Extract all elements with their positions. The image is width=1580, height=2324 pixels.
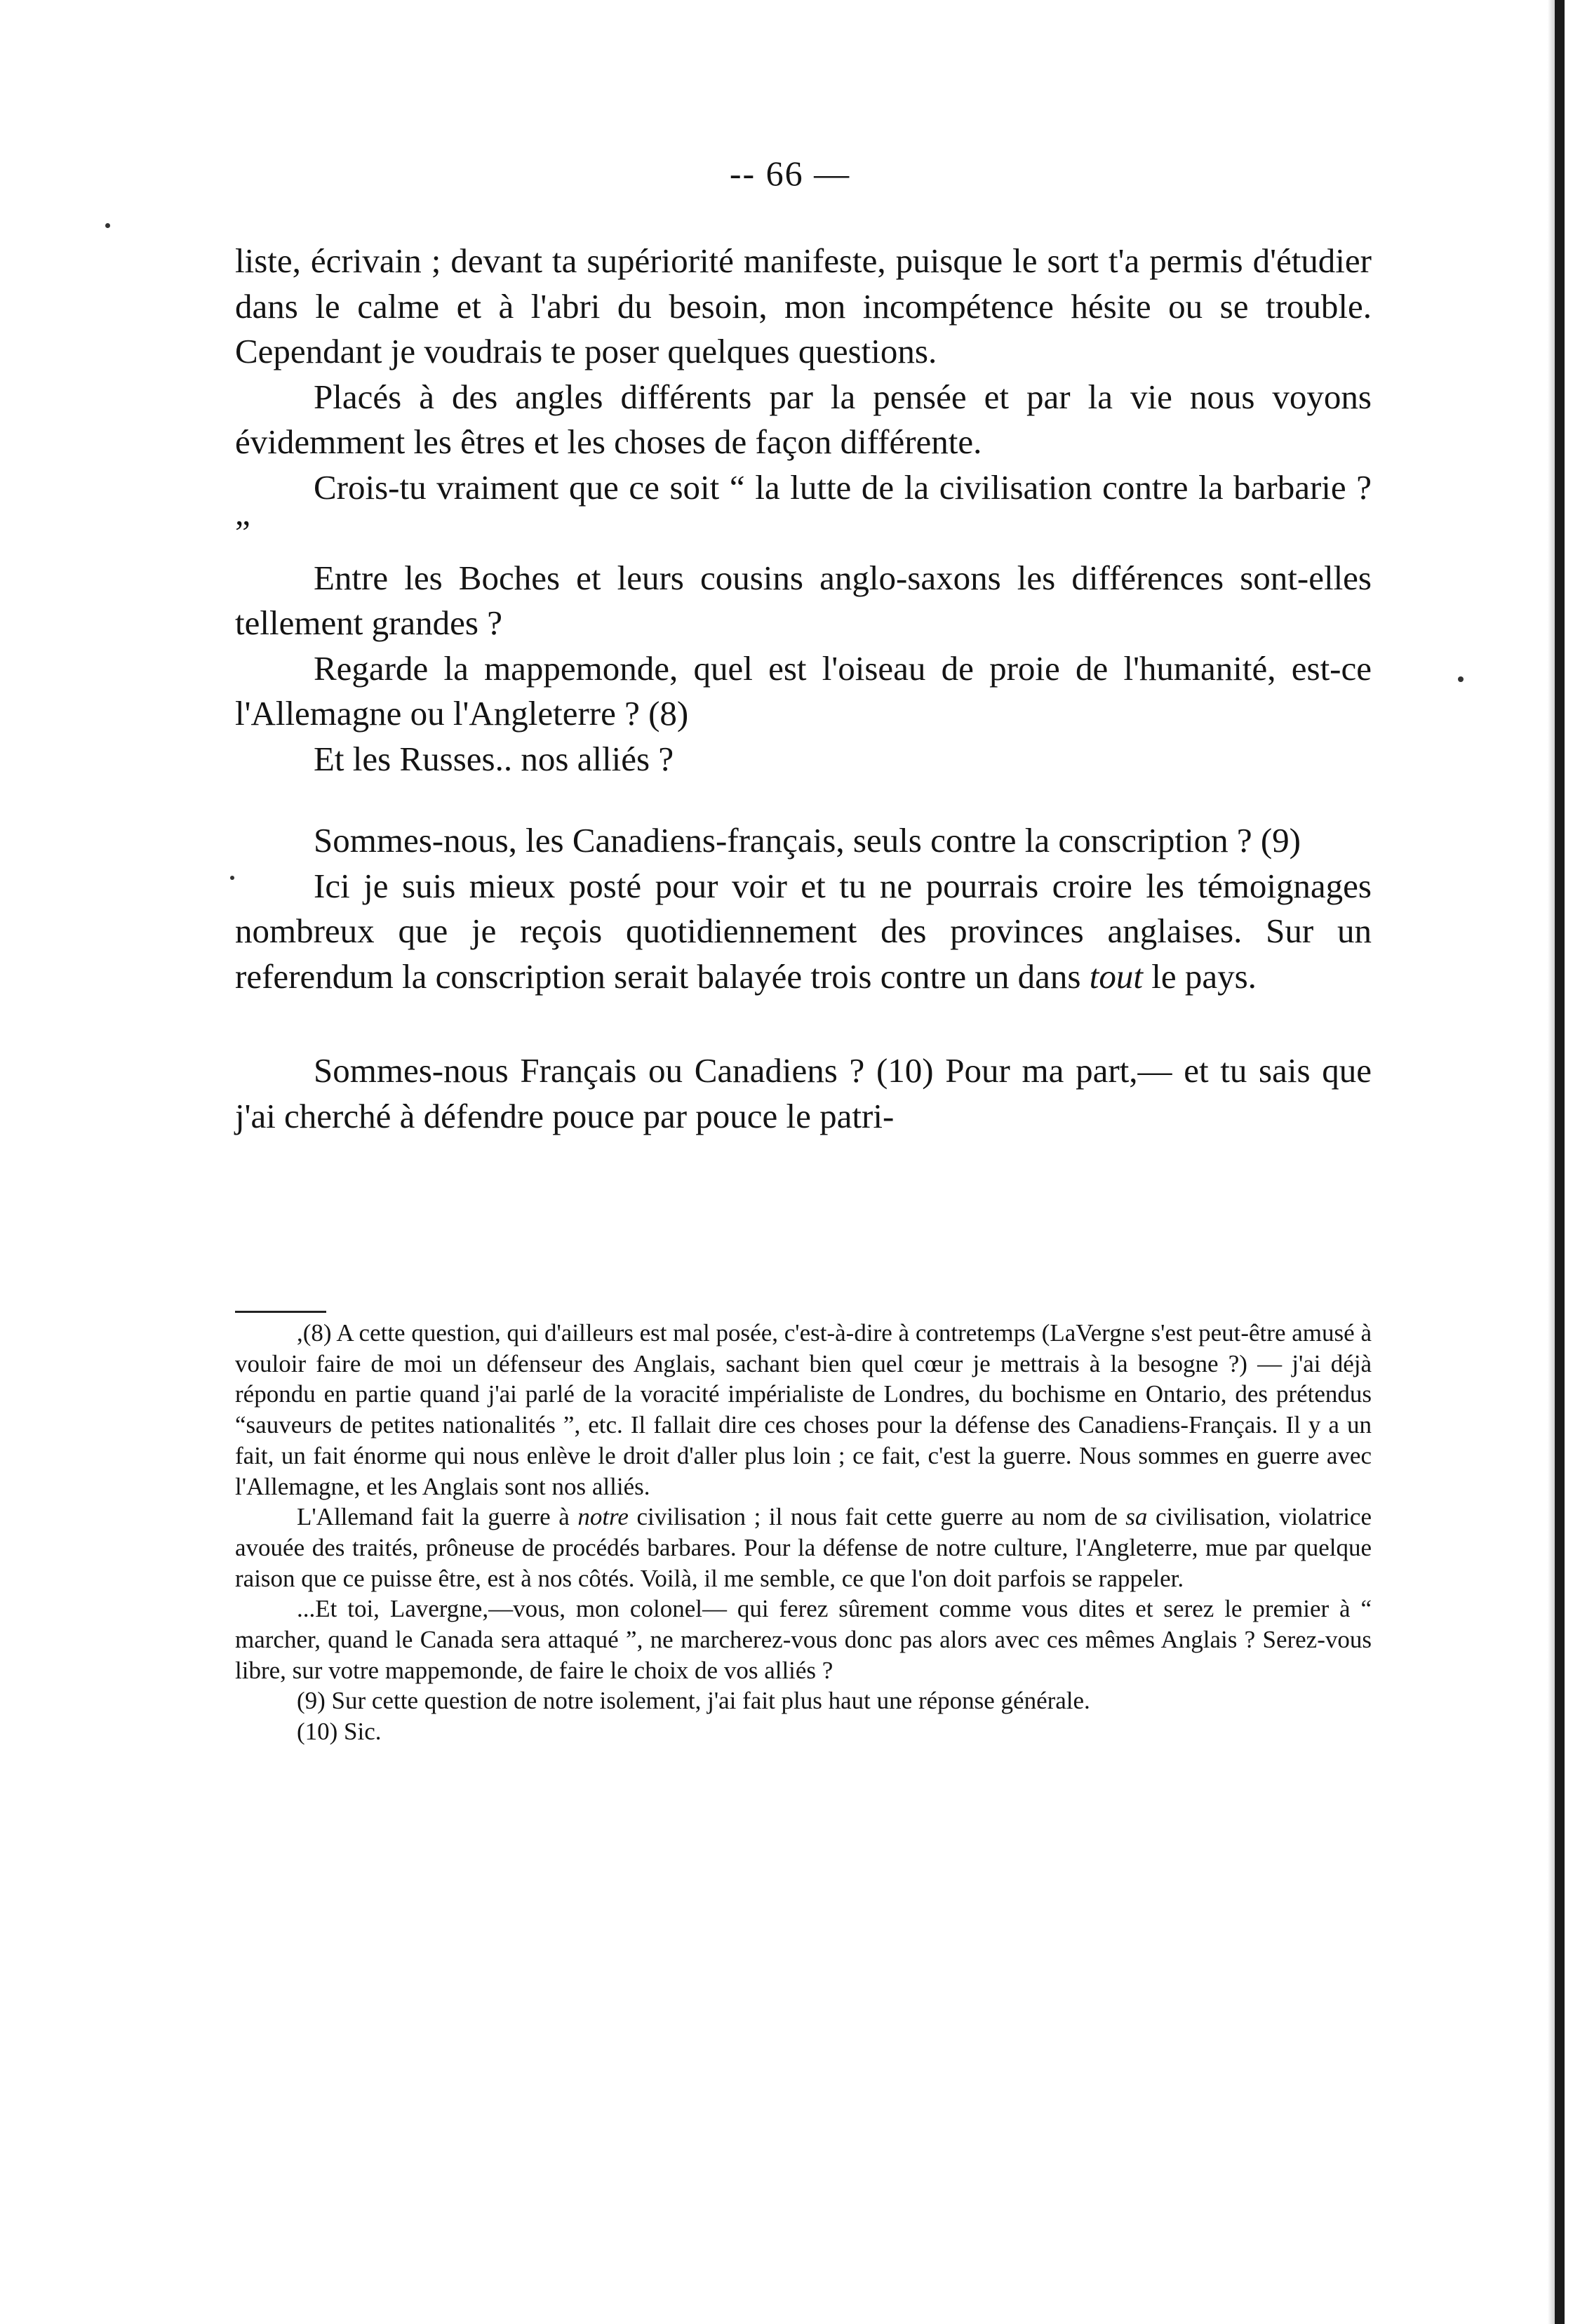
footnote-text: civilisation ; il nous fait cette guerre au nom de xyxy=(628,1503,1126,1531)
scan-speck xyxy=(1458,676,1464,682)
main-text xyxy=(235,239,1372,1139)
scan-speck xyxy=(230,876,234,880)
paragraph xyxy=(235,864,1372,1000)
scan-speck xyxy=(105,223,110,228)
paragraph-text: Ici je suis mieux posté pour voir et tu ne pourrais croire les témoignages nombreux que je reçois quotidiennement des provinces anglaises. Sur un referendum la conscription serait balayée trois contre un dans xyxy=(235,866,1372,996)
paragraph: Sommes-nous, les Canadiens-français, seuls contre la conscription ? (9) xyxy=(314,821,1301,860)
footnote-text: L'Allemand fait la guerre à xyxy=(297,1503,578,1531)
paragraph: Et les Russes.. nos alliés ? xyxy=(314,739,674,778)
footnote-8: ,(8) A cette question, qui d'ailleurs est mal posée, c'est-à-dire à contretemps (LaVergne s'est peut-être amusé à vouloir faire de moi un défenseur des Anglais, sachant bien quel cœur je mettrais à la besogne ?) — j'ai déjà répondu en partie quand j'ai parlé de la voracité impérialiste de Londres, du bochisme en Ontario, des prétendus “sauveurs de petites nationalités ”, etc. Il fallait dire ces choses pour la défense des Canadiens-Français. Il y a un fait, un fait énorme qui nous enlève le droit d'aller plus loin ; ce fait, c'est la guerre. Nous sommes en guerre avec l'Allemagne, et les Anglais sont nos alliés. xyxy=(235,1319,1372,1500)
paragraph: Crois-tu vraiment que ce soit “ la lutte de la civilisation contre la barbarie ? ” xyxy=(235,467,1372,552)
emphasis: tout xyxy=(1089,956,1143,996)
emphasis: notre xyxy=(577,1503,629,1531)
page-edge-shadow xyxy=(1548,0,1555,2324)
emphasis: sa xyxy=(1125,1503,1148,1531)
paragraph: liste, écrivain ; devant ta supériorité manifeste, puisque le sort t'a permis d'étudier dans le calme et à l'abri du besoin, mon incompétence hésite ou se trouble. Cependant je voudrais te poser quelques questions. xyxy=(235,241,1372,370)
footnote-separator xyxy=(235,1311,326,1313)
paragraph-text: le pays. xyxy=(1142,956,1257,996)
footnote-8-continued xyxy=(235,1502,1372,1594)
footnote-10: (10) Sic. xyxy=(297,1718,382,1746)
footnote-9: (9) Sur cette question de notre isolement, j'ai fait plus haut une réponse générale. xyxy=(297,1687,1090,1715)
page-edge-border xyxy=(1555,0,1565,2324)
page-number: -- 66 — xyxy=(729,154,851,193)
paragraph: Placés à des angles différents par la pensée et par la vie nous voyons évidemment les êtres et les choses de façon différente. xyxy=(235,377,1372,461)
paragraph: Sommes-nous Français ou Canadiens ? (10) Pour ma part,— et tu sais que j'ai cherché à défendre pouce par pouce le patri- xyxy=(235,1051,1372,1135)
footnotes xyxy=(235,1318,1372,1747)
paragraph: Regarde la mappemonde, quel est l'oiseau de proie de l'humanité, est-ce l'Allemagne ou l'Angleterre ? (8) xyxy=(235,648,1372,733)
footnote-text: civilisation, violatrice avouée des traités, prôneuse de procédés barbares. Pour la défense de notre culture, l'Angleterre, mue par quelque raison que ce puisse être, est à nos côtés. Voilà, il me semble, ce que l'on doit parfois se rappeler. xyxy=(235,1503,1372,1592)
paragraph: Entre les Boches et leurs cousins anglo-saxons les différences sont-elles tellement grandes ? xyxy=(235,558,1372,642)
footnote-8-continued: ...Et toi, Lavergne,—vous, mon colonel— qui ferez sûrement comme vous dites et serez le premier à “ marcher, quand le Canada sera attaqué ”, ne marcherez-vous donc pas alors avec ces mêmes Anglais ? Serez-vous libre, sur votre mappemonde, de faire le choix de vos alliés ? xyxy=(235,1595,1372,1684)
